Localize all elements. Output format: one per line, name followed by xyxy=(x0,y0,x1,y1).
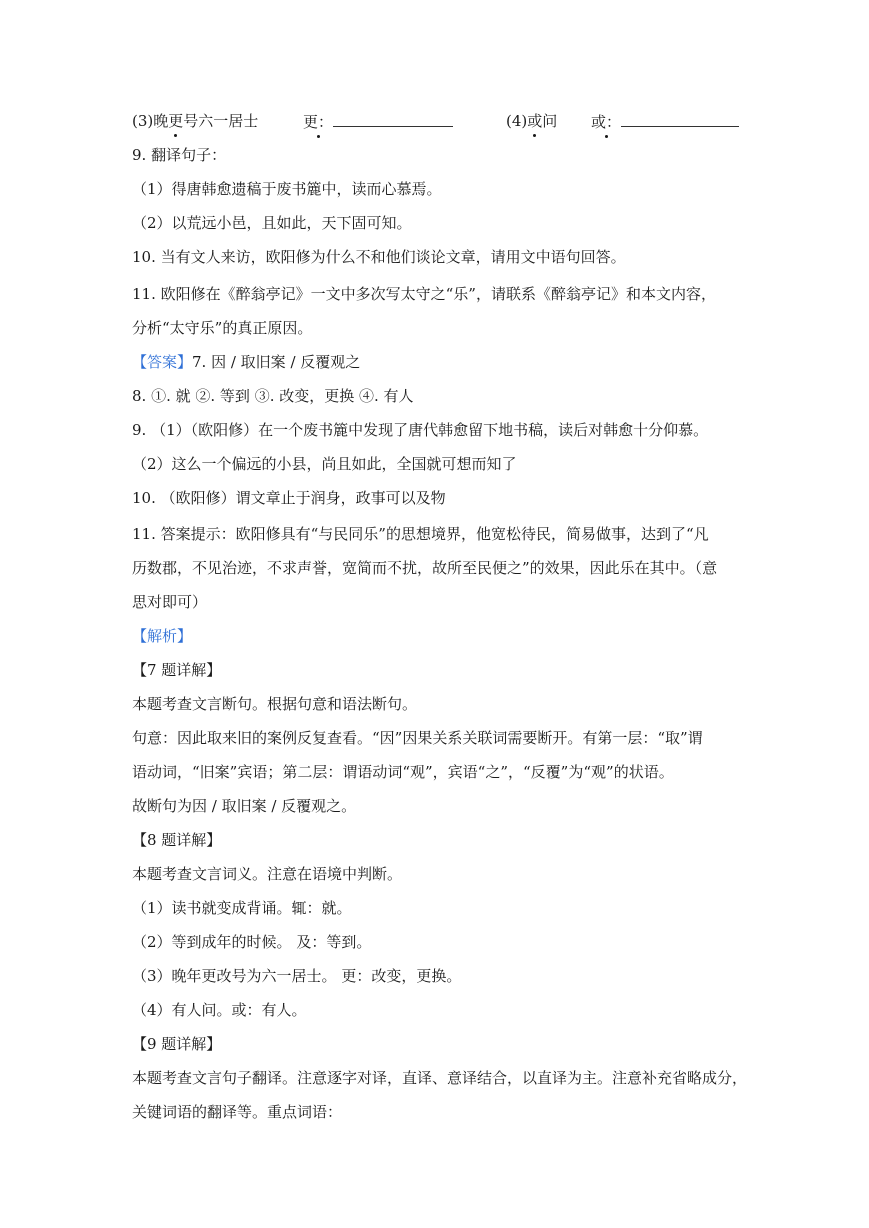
analysis-9-line-1: 本题考查文言句子翻译。注意逐字对译，直译、意译结合，以直译为主。注意补充省略成分， xyxy=(132,1069,748,1087)
q8-item-4 xyxy=(506,110,557,132)
q8-item-3-key: 更 xyxy=(168,112,184,130)
analysis-8-line-1: 本题考查文言词义。注意在语境中判断。 xyxy=(132,865,403,883)
q9-sentence-2: （2）以荒远小邑，且如此，天下固可知。 xyxy=(132,214,412,232)
q8-item-3-gloss xyxy=(303,110,453,133)
answer-9-line-2: （2）这么一个偏远的小县，尚且如此，全国就可想而知了 xyxy=(132,455,517,473)
answer-8: 8. ①. 就 ②. 等到 ③. 改变，更换 ④. 有人 xyxy=(132,387,414,405)
analysis-8-heading: 【8 题详解】 xyxy=(132,831,222,849)
q10-question: 10. 当有文人来访，欧阳修为什么不和他们谈论文章，请用文中语句回答。 xyxy=(132,248,626,266)
analysis-8-line-3: （2）等到成年的时候。 及：等到。 xyxy=(132,933,372,951)
answer-11-line-1: 11. 答案提示：欧阳修具有“与民同乐”的思想境界，他宽松待民，简易做事，达到了“凡 xyxy=(132,525,709,543)
analysis-7-line-2: 句意：因此取来旧的案例反复查看。“因”因果关系关联词需要断开。有第一层：“取”谓 xyxy=(132,729,703,747)
q8-item-4-key: 或 xyxy=(527,112,543,130)
answer-11-line-2: 历数郡，不见治迹，不求声誉，宽简而不扰，故所至民便之”的效果，因此乐在其中。（意 xyxy=(132,559,718,577)
analysis-tag: 【解析】 xyxy=(132,627,193,645)
q8-item-3-label: (3)晚 xyxy=(132,112,169,130)
q8-item-3 xyxy=(132,110,258,132)
q8-item-3-answer-blank[interactable] xyxy=(333,110,453,127)
analysis-8-line-2: （1）读书就变成背诵。辄：就。 xyxy=(132,899,352,917)
q8-item-4-answer-blank[interactable] xyxy=(621,110,739,127)
analysis-9-line-2: 关键词语的翻译等。重点词语： xyxy=(132,1103,343,1121)
answer-7 xyxy=(132,351,360,373)
q8-item-3-rest: 号六一居士 xyxy=(183,112,259,130)
q8-item-4-rest: 问 xyxy=(542,112,558,130)
q9-title: 9. 翻译句子： xyxy=(132,146,227,164)
q8-item-3-gloss-label: 更： xyxy=(303,113,334,131)
analysis-8-line-5: （4）有人问。或：有人。 xyxy=(132,1001,307,1019)
analysis-7-heading: 【7 题详解】 xyxy=(132,661,222,679)
analysis-7-line-3: 语动词，“旧案”宾语；第二层：谓语动词“观”，宾语“之”，“反覆”为“观”的状语。 xyxy=(132,763,674,781)
answer-7-text: 7. 因 / 取旧案 / 反覆观之 xyxy=(192,353,361,371)
answer-11-line-3: 思对即可） xyxy=(132,593,208,611)
q11-question-line-2: 分析“太守乐”的真正原因。 xyxy=(132,319,313,337)
q8-item-4-gloss-label: 或： xyxy=(591,113,622,131)
answer-10: 10. （欧阳修）谓文章止于润身，政事可以及物 xyxy=(132,489,446,507)
q8-item-4-gloss xyxy=(591,110,739,133)
answer-9-line-1: 9. （1）（欧阳修）在一个废书簏中发现了唐代韩愈留下地书稿，读后对韩愈十分仰慕。 xyxy=(132,421,709,439)
analysis-7-line-4: 故断句为因 / 取旧案 / 反覆观之。 xyxy=(132,797,357,815)
analysis-9-heading: 【9 题详解】 xyxy=(132,1035,222,1053)
q11-question-line-1: 11. 欧阳修在《醉翁亭记》一文中多次写太守之“乐”，请联系《醉翁亭记》和本文内容， xyxy=(132,285,716,303)
q9-sentence-1: （1）得唐韩愈遗稿于废书簏中，读而心慕焉。 xyxy=(132,180,442,198)
q8-item-4-label: (4) xyxy=(506,112,528,130)
analysis-8-line-4: （3）晚年更改号为六一居士。 更：改变，更换。 xyxy=(132,967,462,985)
answer-tag: 【答案】 xyxy=(132,353,193,371)
analysis-7-line-1: 本题考查文言断句。根据句意和语法断句。 xyxy=(132,695,418,713)
